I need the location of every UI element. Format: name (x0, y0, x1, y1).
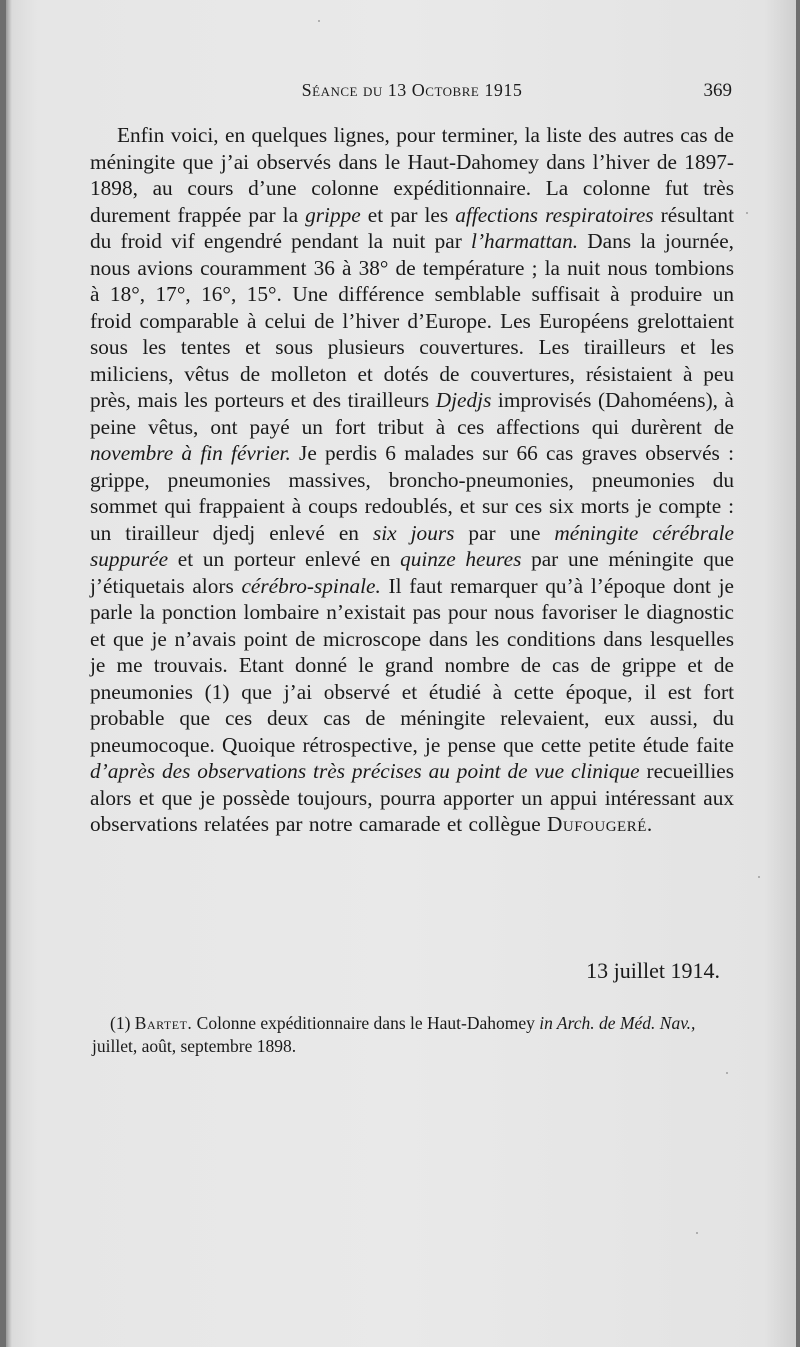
paper-speck (758, 876, 760, 878)
paper-speck (746, 212, 748, 214)
text-run: par une méningite que j’étiquetais alors (90, 547, 735, 598)
author-name: Dufougeré. (546, 812, 653, 836)
text-run: et un porteur enlevé en (168, 547, 401, 571)
italic-run: cérébro-spinale. (241, 573, 381, 598)
footnote-author: Bartet. (134, 1013, 193, 1033)
text-run: résultant du froid vif engendré pendant la nuit par (90, 202, 734, 253)
italic-run: méningite cérébrale suppurée (90, 520, 735, 571)
text-run: et par les (360, 202, 456, 227)
main-paragraph (90, 122, 734, 838)
italic-run: affections respiratoires (455, 202, 654, 227)
text-run: Enfin voici, en quelques lignes, pour terminer, la liste des autres cas de méningite que j’ai observés dans le Haut-Dahomey dans l’hiver de 1897-1898, au cours d’une colonne expéditionnaire. La colonne fut très durement frappée par la (90, 123, 734, 227)
text-run: improvisés (Dahoméens), à peine vêtus, ont payé un fort tribut à ces affections qui durèrent de (90, 388, 734, 439)
running-title: Séance du 13 Octobre 1915 (301, 80, 523, 100)
book-page (6, 0, 796, 1347)
page-spine-shadow (6, 0, 12, 1347)
text-run: juillet, août, septembre 1898. (92, 1036, 297, 1056)
text-run: Colonne expéditionnaire dans le Haut-Dahomey (192, 1013, 540, 1033)
text-run: recueillies alors et que je possède toujours, pourra apporter un appui intéressant aux observations relatées par notre camarade et collègue (90, 759, 734, 836)
date-line: 13 juillet 1914. (586, 958, 720, 983)
paper-speck (696, 1232, 698, 1234)
italic-run: quinze heures (400, 547, 522, 571)
text-run: Dans la journée, nous avions couramment 36 à 38° de température ; la nuit nous tombions à 18°, 17°, 16°, 15°. Une différence semblable suffisait à produire un froid comparable à celui de l’hiver d’Europe. Les Européens grelottaient sous les tentes et sous plusieurs couvertures. Les tirailleurs et les miliciens, vêtus de molleton et dotés de couvertures, résistaient à peu près, mais les porteurs et des tirailleurs (90, 229, 734, 412)
page-number: 369 (703, 80, 732, 101)
page-header (92, 80, 732, 110)
footnote-marker: (1) (110, 1013, 135, 1033)
paragraph (90, 122, 734, 838)
italic-run: six jours (372, 520, 455, 545)
italic-run: Djedjs (435, 388, 492, 412)
paper-speck (318, 20, 320, 22)
footnote (92, 1012, 732, 1058)
italic-run: novembre à fin février. (90, 441, 291, 465)
italic-run: l’harmattan. (471, 229, 579, 253)
italic-run: d’après des observations très précises au point de vue clinique (90, 759, 640, 783)
italic-run: grippe (305, 202, 361, 227)
paper-speck (726, 1072, 728, 1074)
text-run: Je perdis 6 malades sur 66 cas graves observés : grippe, pneumonies massives, broncho-pneumonies, pneumonies du sommet qui frappaient à coups redoublés, et sur ces six morts je compte : un tirailleur djedj enlevé en (90, 441, 734, 545)
italic-run: in Arch. de Méd. Nav., (539, 1013, 696, 1033)
text-run: par une (454, 520, 555, 545)
text-run: Il faut remarquer qu’à l’époque dont je parle la ponction lombaire n’existait pas pour nous favoriser le diagnostic et que je n’avais point de microscope dans les conditions dans lesquelles je me trouvais. Etant donné le grand nombre de cas de grippe et de pneumonies (1) que j’ai observé et étudié à cette époque, il est fort probable que ces deux cas de méningite relevaient, eux aussi, du pneumocoque. Quoique rétrospective, je pense que cette petite étude faite (90, 573, 734, 757)
